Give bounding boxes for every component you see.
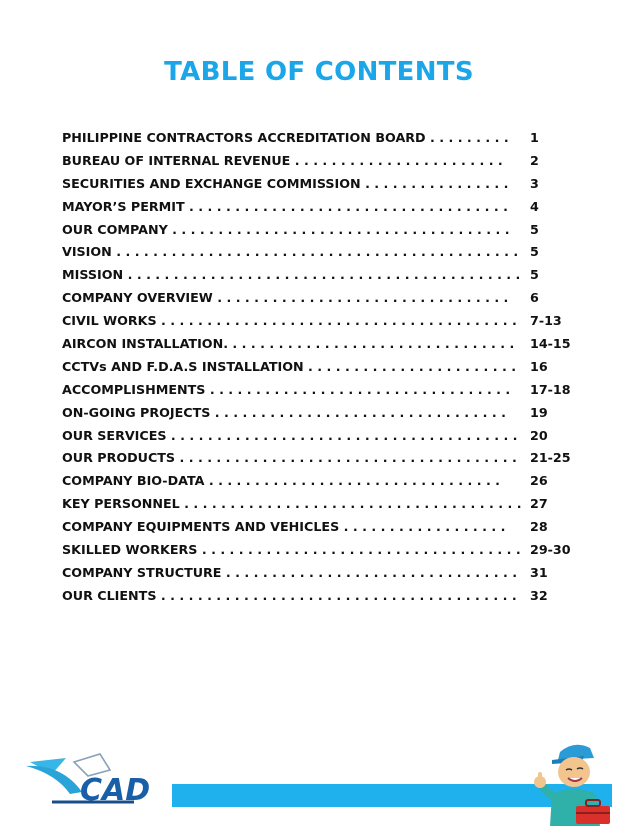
company-logo [22,752,172,814]
toc-entry [62,150,582,173]
mascot-toolbox [576,806,610,824]
toc-entry-label: MISSION . . . . . . . . . . . . . . . . . . . . . . . . . . . . . . . . . . . . . . . . . . . [62,267,521,283]
toc-entry-label: KEY PERSONNEL . . . . . . . . . . . . . . . . . . . . . . . . . . . . . . . . . . . . . [62,496,522,512]
toc-entry-label: OUR COMPANY . . . . . . . . . . . . . . . . . . . . . . . . . . . . . . . . . . . . . [62,221,510,237]
toc-entry-page: 26 [530,473,548,489]
toc-entry [62,264,582,287]
toc-entry [62,310,582,333]
toc-entry-page: 28 [530,519,548,535]
toc-entry-label: OUR PRODUCTS . . . . . . . . . . . . . . . . . . . . . . . . . . . . . . . . . . . . . [62,450,517,466]
toc-entry [62,241,582,264]
toc-entry [62,493,582,516]
toc-entry-label: BUREAU OF INTERNAL REVENUE . . . . . . . . . . . . . . . . . . . . . . . [62,152,503,168]
logo-swoosh-mid [26,766,82,794]
toc-entry-page: 5 [530,267,539,283]
toc-entry [62,447,582,470]
toc-entry [62,379,582,402]
toc-entry-label: CIVIL WORKS . . . . . . . . . . . . . . . . . . . . . . . . . . . . . . . . . . . . . . . [62,313,517,329]
toc-entry-page: 2 [530,152,539,168]
toc-entry [62,127,582,150]
toc-entry [62,470,582,493]
toc-entry-page: 7-13 [530,313,562,329]
toc-entry-label: ON-GOING PROJECTS . . . . . . . . . . . . . . . . . . . . . . . . . . . . . . . . [62,404,506,420]
toc-entry [62,562,582,585]
toc-entry-page: 31 [530,564,548,580]
toc-entry-page: 20 [530,427,548,443]
toc-entry [62,402,582,425]
toc-entry-label: COMPANY OVERVIEW . . . . . . . . . . . . . . . . . . . . . . . . . . . . . . . . [62,290,509,306]
toc-entry-page: 17-18 [530,381,571,397]
toc-entry [62,425,582,448]
toc-entry-page: 4 [530,198,539,214]
toc-entry [62,539,582,562]
toc-entry-page: 1 [530,130,539,145]
toc-entry-page: 5 [530,221,539,237]
toc-entry-label: COMPANY EQUIPMENTS AND VEHICLES . . . . . . . . . . . . . . . . . . [62,519,506,535]
toc-entry [62,287,582,310]
toc-entry [62,516,582,539]
toc-entry-page: 5 [530,244,539,260]
mascot-face [558,757,590,787]
toc-entry-label: CCTVs AND F.D.A.S INSTALLATION . . . . . . . . . . . . . . . . . . . . . . . [62,358,517,374]
page-title: TABLE OF CONTENTS [164,57,474,87]
toc-entry-page: 16 [530,358,548,374]
toc-entry-page: 3 [530,175,539,191]
toc-entry-label: COMPANY BIO-DATA . . . . . . . . . . . . . . . . . . . . . . . . . . . . . . . . [62,473,501,489]
toc-entry [62,585,582,608]
toc-entry-page: 19 [530,404,548,420]
toc-entry-label: COMPANY STRUCTURE . . . . . . . . . . . . . . . . . . . . . . . . . . . . . . . . [62,564,518,580]
toc-entry [62,333,582,356]
toc-entry-label: OUR CLIENTS . . . . . . . . . . . . . . . . . . . . . . . . . . . . . . . . . . . . . . . [62,587,517,603]
toc-entry-label: AIRCON INSTALLATION. . . . . . . . . . . . . . . . . . . . . . . . . . . . . . . . [62,336,515,352]
toc-entry-page: 29-30 [530,542,571,558]
toc-entry-label: SECURITIES AND EXCHANGE COMMISSION . . . . . . . . . . . . . . . . [62,175,509,191]
toc-entry-label: VISION . . . . . . . . . . . . . . . . . . . . . . . . . . . . . . . . . . . . . . . . . . . . [62,244,519,260]
toc-entry-page: 6 [530,290,539,306]
toc-entry-page: 21-25 [530,450,571,466]
toc-entry [62,356,582,379]
toc-entry [62,173,582,196]
toc-entry [62,219,582,242]
toc-entry-page: 14-15 [530,336,571,352]
toc-entry-page: 32 [530,587,548,603]
toc-entry [62,196,582,219]
toc-entry-label: SKILLED WORKERS . . . . . . . . . . . . . . . . . . . . . . . . . . . . . . . . . . . [62,542,521,558]
toc-entry-page: 27 [530,496,548,512]
table-of-contents [62,127,582,608]
toc-entry-label: OUR SERVICES . . . . . . . . . . . . . . . . . . . . . . . . . . . . . . . . . . . . . . [62,427,518,443]
toc-entry-label: PHILIPPINE CONTRACTORS ACCREDITATION BOARD . . . . . . . . . [62,130,509,145]
toc-entry-label: MAYOR’S PERMIT . . . . . . . . . . . . . . . . . . . . . . . . . . . . . . . . . . . [62,198,508,214]
logo-text: CAD [80,773,151,808]
toc-entry-label: ACCOMPLISHMENTS . . . . . . . . . . . . . . . . . . . . . . . . . . . . . . . . . [62,381,511,397]
worker-mascot-icon [522,738,614,826]
